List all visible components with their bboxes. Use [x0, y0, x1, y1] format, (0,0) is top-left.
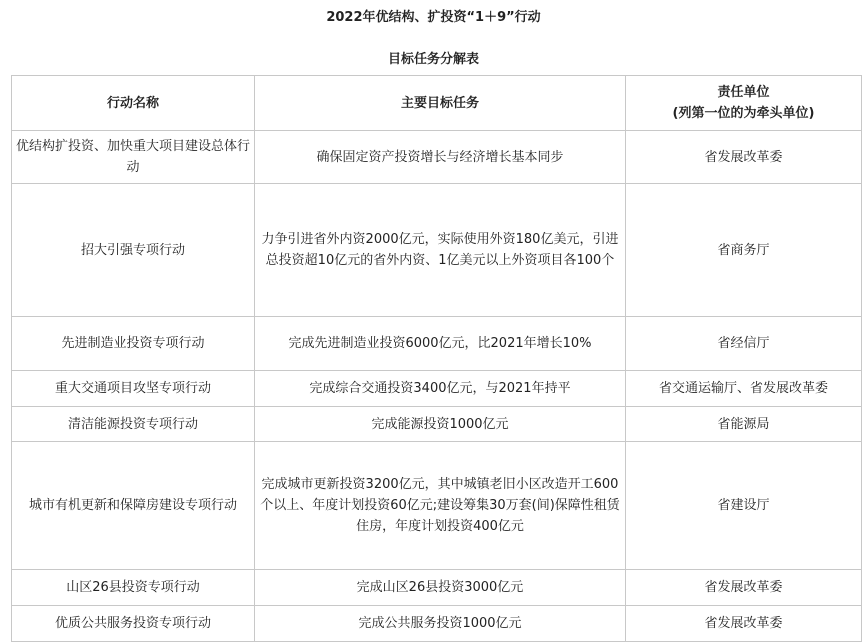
- table-row: [12, 317, 862, 371]
- cell-responsible-unit: 省发展改革委: [626, 606, 862, 642]
- header-responsible-unit: 责任单位 (列第一位的为牵头单位): [626, 76, 862, 131]
- header-main-goal: 主要目标任务: [255, 76, 626, 131]
- cell-responsible-unit: 省交通运输厅、省发展改革委: [626, 371, 862, 407]
- cell-main-goal: 完成山区26县投资3000亿元: [255, 570, 626, 606]
- table-row: [12, 606, 862, 642]
- table-row: [12, 371, 862, 407]
- header-action-name: 行动名称: [12, 76, 255, 131]
- cell-responsible-unit: 省建设厅: [626, 442, 862, 570]
- cell-action-name: 优结构扩投资、加快重大项目建设总体行动: [12, 131, 255, 184]
- document-title: 2022年优结构、扩投资“1＋9”行动: [326, 10, 541, 25]
- cell-action-name: 招大引强专项行动: [12, 184, 255, 317]
- table-row: [12, 442, 862, 570]
- cell-responsible-unit: 省经信厅: [626, 317, 862, 371]
- table-row: [12, 570, 862, 606]
- cell-responsible-unit: 省能源局: [626, 407, 862, 442]
- cell-main-goal: 完成城市更新投资3200亿元，其中城镇老旧小区改造开工600个以上、年度计划投资60亿元;建设筹集30万套(间)保障性租赁住房，年度计划投资400亿元: [255, 442, 626, 570]
- cell-main-goal: 力争引进省外内资2000亿元，实际使用外资180亿美元，引进总投资超10亿元的省外内资、1亿美元以上外资项目各100个: [255, 184, 626, 317]
- cell-action-name: 山区26县投资专项行动: [12, 570, 255, 606]
- table-row: [12, 407, 862, 442]
- table-title: 目标任务分解表: [387, 52, 479, 67]
- task-breakdown-table: [11, 75, 862, 642]
- cell-main-goal: 确保固定资产投资增长与经济增长基本同步: [255, 131, 626, 184]
- cell-main-goal: 完成公共服务投资1000亿元: [255, 606, 626, 642]
- cell-responsible-unit: 省发展改革委: [626, 570, 862, 606]
- cell-responsible-unit: 省发展改革委: [626, 131, 862, 184]
- cell-main-goal: 完成先进制造业投资6000亿元，比2021年增长10%: [255, 317, 626, 371]
- table-row: [12, 184, 862, 317]
- cell-action-name: 先进制造业投资专项行动: [12, 317, 255, 371]
- table-header-row: [12, 76, 862, 131]
- cell-main-goal: 完成能源投资1000亿元: [255, 407, 626, 442]
- cell-action-name: 重大交通项目攻坚专项行动: [12, 371, 255, 407]
- cell-action-name: 优质公共服务投资专项行动: [12, 606, 255, 642]
- cell-responsible-unit: 省商务厅: [626, 184, 862, 317]
- cell-main-goal: 完成综合交通投资3400亿元，与2021年持平: [255, 371, 626, 407]
- cell-action-name: 清洁能源投资专项行动: [12, 407, 255, 442]
- cell-action-name: 城市有机更新和保障房建设专项行动: [12, 442, 255, 570]
- table-row: [12, 131, 862, 184]
